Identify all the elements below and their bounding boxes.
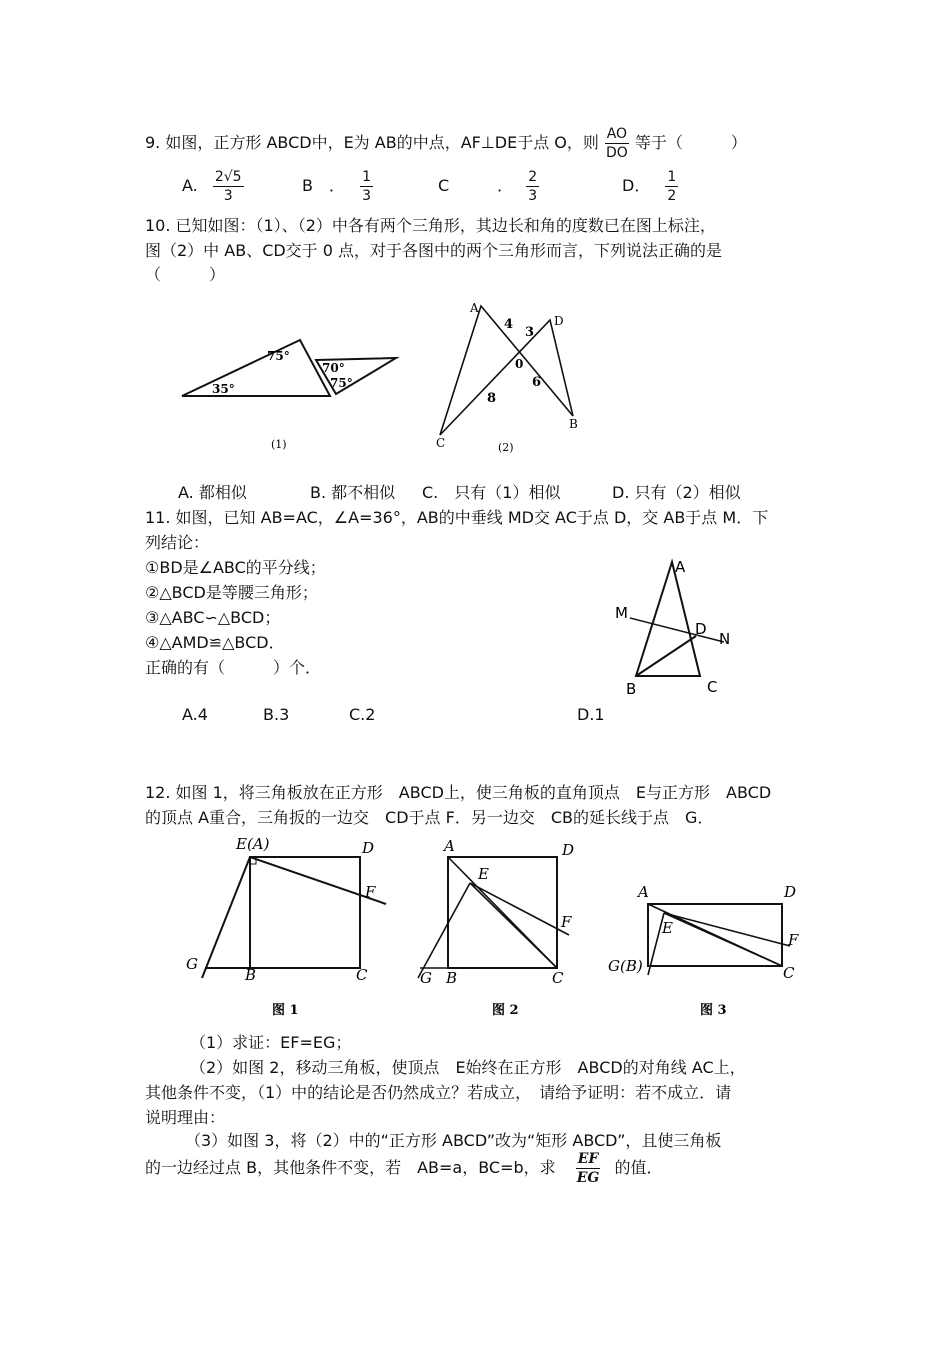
q10-angle-70: 70° — [322, 361, 345, 375]
q11-conclusion-4: ④△AMD≌△BCD． — [145, 633, 285, 652]
q12-fig3-label-F: F — [788, 931, 799, 949]
q10-fig2 — [436, 301, 578, 454]
q10-label-A: A — [470, 301, 479, 315]
q12-fig3 — [608, 883, 799, 1018]
q9-opt-b-num: 1 — [362, 169, 371, 185]
q11-triangle-abc — [636, 562, 700, 676]
q11-perpendicular-mn — [630, 618, 724, 642]
q10-triangle-1 — [182, 340, 330, 396]
q10-fig1 — [182, 340, 396, 451]
q12-fig2-caption: 图 2 — [492, 1003, 519, 1018]
q10-label-O: 0 — [515, 357, 524, 371]
q12-part3-text: 的一边经过点 B，其他条件不变，若 AB=a，BC=b，求 — [145, 1158, 556, 1177]
q12-fig3-label-D: D — [784, 883, 797, 901]
q11-label-N: N — [719, 630, 731, 648]
q12-fig2-label-D: D — [562, 841, 575, 859]
q9-option-d — [622, 168, 678, 205]
q9-frac-den: DO — [605, 145, 628, 161]
q10-option-c: C. 只有（1）相似 — [422, 483, 561, 502]
q12-fig2-ec — [470, 883, 557, 968]
q9-opt-b-label: B ． — [302, 176, 345, 195]
q9-fraction — [604, 125, 630, 162]
q12-fig1-label-B: B — [245, 966, 257, 984]
q9-stem — [145, 125, 747, 162]
q12-part3-frac-den: EG — [576, 1170, 600, 1186]
q12-fig2-label-A: A — [444, 837, 455, 855]
q12-fig1-label-G: G — [186, 955, 198, 973]
q9-option-b — [302, 168, 373, 205]
q10-side-3: 3 — [525, 325, 535, 340]
q12-fig2-label-F: F — [561, 913, 572, 931]
q10-line2: 图（2）中 AB、CD交于 0 点，对于各图中的两个三角形而言，下列说法正确的是 — [145, 241, 723, 260]
q11-conclusion-3: ③△ABC∽△BCD； — [145, 608, 281, 627]
q11-line7: 正确的有（ ）个． — [145, 658, 322, 677]
q11-option-a: A.4 — [182, 705, 208, 724]
q11-label-A: A — [675, 558, 686, 576]
q12-fig2-ef — [470, 883, 569, 935]
q12-fig1-label-EA: E(A) — [236, 835, 270, 853]
q11-label-D: D — [695, 620, 707, 638]
q9-opt-d-label: D． — [622, 176, 651, 195]
q11-line2: 列结论： — [145, 533, 210, 552]
q12-fig3-caption: 图 3 — [700, 1003, 727, 1018]
q11-segment-bd — [636, 636, 696, 676]
q10-side-6: 6 — [532, 375, 542, 390]
q12-fig1-square — [250, 857, 360, 968]
q12-fig2-label-G: G — [420, 969, 432, 987]
q11-line1: 11. 如图，已知 AB=AC，∠A=36°，AB的中垂线 MD交 AC于点 D，交 AB于点 M．下 — [145, 508, 769, 527]
q11-option-b: B.3 — [263, 705, 290, 724]
q12-fig3-label-C: C — [783, 964, 795, 982]
q11-label-C: C — [707, 678, 718, 696]
q10-line3: （ ） — [145, 265, 226, 284]
q9-opt-d-num: 1 — [667, 169, 677, 185]
q12-part3-frac-num: EF — [577, 1151, 599, 1167]
q12-fig3-label-A: A — [638, 883, 649, 901]
q10-label-D: D — [554, 314, 564, 328]
q10-angle-35: 35° — [212, 382, 235, 396]
q12-fig1-label-F: F — [365, 883, 376, 901]
q10-fig2-caption: (2) — [498, 441, 514, 454]
q9-option-a — [182, 168, 244, 205]
q12-fig2-label-E: E — [478, 865, 489, 883]
q12-part3-line1: （3）如图 3，将（2）中的“正方形 ABCD”改为“矩形 ABCD”，且使三角板 — [185, 1131, 722, 1150]
q9-opt-a-num: 2√5 — [214, 169, 242, 185]
q9-opt-c-label: C ． — [438, 176, 514, 195]
q12-part2-line3: 说明理由： — [145, 1108, 226, 1127]
q9-opt-a-label: A. — [182, 176, 198, 195]
q9-opt-c-num: 2 — [528, 169, 538, 185]
q11-figure — [612, 552, 742, 698]
q10-line1: 10. 已知如图：（1）、（2）中各有两个三角形，其边长和角的度数已在图上标注， — [145, 216, 716, 235]
q10-option-d: D. 只有（2）相似 — [612, 483, 741, 502]
q12-part2-line2: 其他条件不变，（1）中的结论是否仍然成立？若成立， 请给予证明：若不成立．请 — [145, 1083, 732, 1102]
q9-opt-d-den: 2 — [667, 188, 677, 204]
q12-part1: （1）求证：EF=EG； — [190, 1033, 352, 1052]
q12-fig2-label-B: B — [446, 969, 458, 987]
q10-label-C: C — [436, 436, 446, 450]
q11-conclusion-2: ②△BCD是等腰三角形； — [145, 583, 318, 602]
q12-fig3-label-E: E — [662, 919, 673, 937]
q9-stem-b: 等于（ ） — [634, 133, 747, 152]
q11-option-c: C.2 — [349, 705, 376, 724]
q10-figures — [170, 290, 610, 465]
q9-opt-b-den: 3 — [362, 188, 371, 204]
q12-fig1-label-C: C — [356, 966, 368, 984]
q12-fig1-caption: 图 1 — [272, 1003, 299, 1018]
q11-label-M: M — [615, 604, 628, 622]
q12-line1: 12. 如图 1，将三角板放在正方形 ABCD上，使三角板的直角顶点 E与正方形 ABCD — [145, 783, 772, 802]
q10-side-8: 8 — [487, 391, 497, 406]
q12-fig1-eg — [202, 857, 250, 978]
q12-line2: 的顶点 A重合，三角扳的一边交 CD于点 F．另一边交 CB的延长线于点 G． — [145, 808, 714, 827]
q11-conclusion-1: ①BD是∠ABC的平分线； — [145, 558, 326, 577]
q11-label-B: B — [626, 680, 637, 698]
q10-option-a: A. 都相似 — [178, 483, 247, 502]
q12-fig1 — [186, 835, 386, 1018]
q10-option-b: B. 都不相似 — [310, 483, 396, 502]
q12-fig2 — [418, 837, 574, 1018]
q12-fig3-label-GB: G(B) — [608, 957, 643, 975]
q10-angle-75-b: 75° — [330, 376, 353, 390]
q9-opt-a-frac — [213, 168, 244, 205]
q9-opt-c-frac — [526, 168, 539, 205]
q9-stem-a: 9. 如图，正方形 ABCD中，E为 AB的中点，AF⊥DE于点 O，则 — [145, 133, 599, 152]
q9-opt-b-frac — [360, 168, 373, 205]
q12-part3-end: 的值． — [614, 1158, 663, 1177]
q12-fig1-label-D: D — [362, 839, 375, 857]
q9-opt-a-den: 3 — [223, 188, 233, 204]
q12-part3-line2 — [145, 1150, 662, 1187]
q9-opt-c-den: 3 — [528, 188, 538, 204]
q12-figures — [180, 833, 810, 1023]
q11-option-d: D.1 — [577, 705, 605, 724]
q10-fig1-caption: (1) — [271, 438, 287, 451]
q12-fig2-eg — [418, 883, 470, 978]
q9-frac-num: AO — [606, 126, 628, 142]
q12-part2-line1: （2）如图 2，移动三角板，使顶点 E始终在正方形 ABCD的对角线 AC上， — [190, 1058, 746, 1077]
q9-opt-d-frac — [665, 168, 678, 205]
q10-label-B: B — [569, 417, 578, 431]
q10-side-4: 4 — [504, 317, 514, 332]
q10-angle-75-a: 75° — [267, 349, 290, 363]
q12-fig2-label-C: C — [552, 969, 564, 987]
q9-option-c — [438, 168, 539, 205]
q12-part3-fraction — [575, 1150, 602, 1187]
